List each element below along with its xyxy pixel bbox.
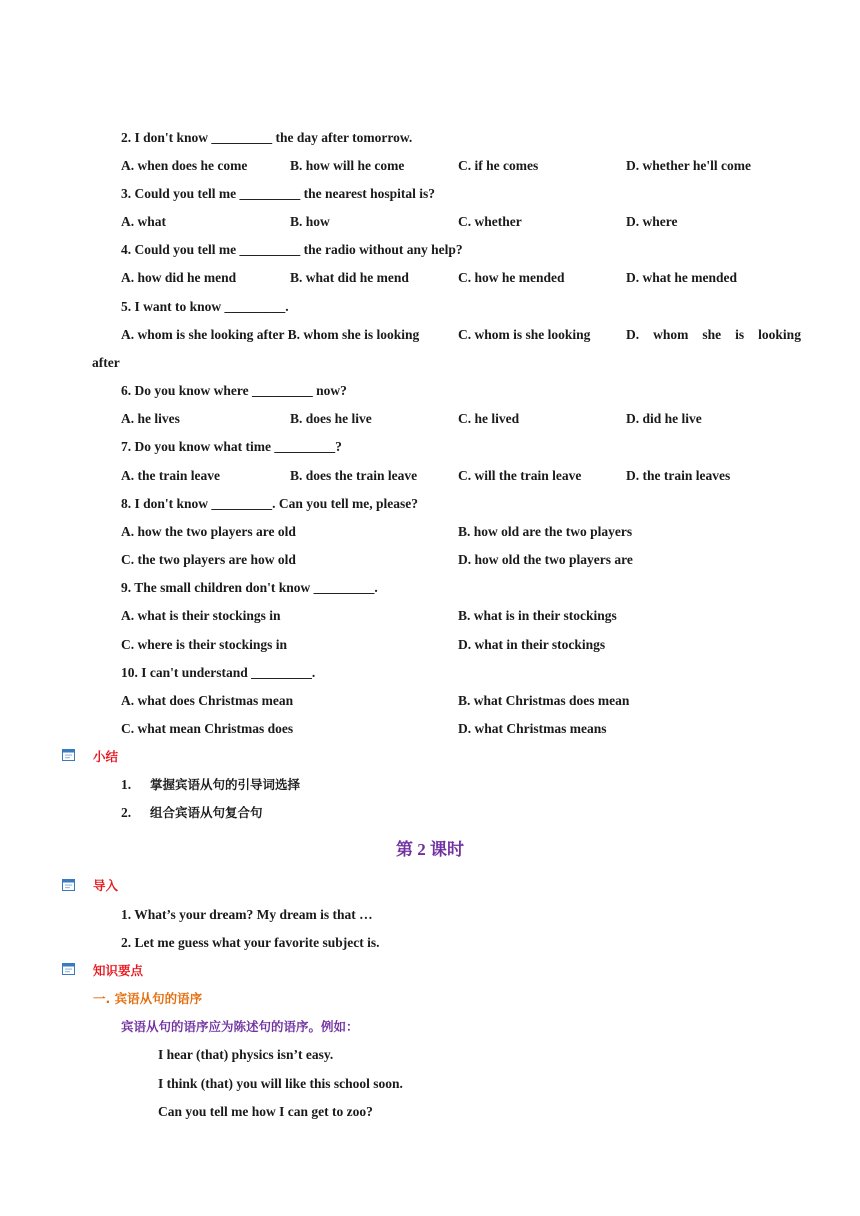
- q5-option-d: [626, 326, 801, 344]
- summary-heading: 小结: [93, 749, 119, 764]
- section-book-icon: [62, 749, 75, 761]
- q7-option-c: C. will the train leave: [458, 468, 582, 483]
- example-sentence-3: Can you tell me how I can get to zoo?: [158, 1104, 373, 1119]
- q8-option-b: B. how old are the two players: [458, 524, 633, 539]
- intro-heading: 导入: [93, 878, 119, 893]
- q5-option-ab: A. whom is she looking after B. whom she is looking: [121, 327, 420, 342]
- q9-option-c: C. where is their stockings in: [121, 637, 288, 652]
- q4-option-c: C. how he mended: [458, 270, 565, 285]
- q2-option-b: B. how will he come: [290, 158, 405, 173]
- question-8-stem: 8. I don't know _________. Can you tell me, please?: [121, 496, 419, 511]
- q6-option-d: D. did he live: [626, 411, 702, 426]
- q8-option-d: D. how old the two players are: [458, 552, 633, 567]
- q5-option-d-wrap: after: [92, 355, 120, 370]
- q6-option-c: C. he lived: [458, 411, 520, 426]
- q2-option-c: C. if he comes: [458, 158, 539, 173]
- knowledge-heading: 知识要点: [93, 963, 144, 978]
- q4-option-d: D. what he mended: [626, 270, 738, 285]
- q5-option-d-word: whom: [653, 327, 689, 342]
- q5-option-d-word: she: [702, 327, 722, 342]
- q7-option-b: B. does the train leave: [290, 468, 418, 483]
- q4-option-a: A. how did he mend: [121, 270, 237, 285]
- knowledge-subheading: 一. 宾语从句的语序: [93, 991, 203, 1006]
- summary-item-2-number: 2.: [121, 805, 132, 820]
- example-sentence-1: I hear (that) physics isn’t easy.: [158, 1047, 334, 1062]
- lesson-title: 第 2 课时: [396, 840, 464, 859]
- section-book-icon: [62, 963, 75, 975]
- section-book-icon: [62, 879, 75, 891]
- q3-option-a: A. what: [121, 214, 167, 229]
- q9-option-b: B. what is in their stockings: [458, 608, 617, 623]
- q5-option-d-word: is: [735, 327, 745, 342]
- summary-item-1-number: 1.: [121, 777, 132, 792]
- question-10-stem: 10. I can't understand _________.: [121, 665, 316, 680]
- example-sentence-2: I think (that) you will like this school soon.: [158, 1076, 403, 1091]
- intro-line-2: 2. Let me guess what your favorite subject is.: [121, 935, 380, 950]
- summary-item-1: 掌握宾语从句的引导词选择: [150, 777, 301, 792]
- q7-option-a: A. the train leave: [121, 468, 220, 483]
- q8-option-a: A. how the two players are old: [121, 524, 296, 539]
- q2-option-a: A. when does he come: [121, 158, 248, 173]
- question-2-stem: 2. I don't know _________ the day after tomorrow.: [121, 130, 413, 145]
- q6-option-b: B. does he live: [290, 411, 372, 426]
- q9-option-a: A. what is their stockings in: [121, 608, 281, 623]
- q5-option-d-word: D.: [626, 327, 640, 342]
- q9-option-d: D. what in their stockings: [458, 637, 606, 652]
- q10-option-a: A. what does Christmas mean: [121, 693, 294, 708]
- question-3-stem: 3. Could you tell me _________ the nearest hospital is?: [121, 186, 436, 201]
- q5-option-d-word: looking: [758, 327, 801, 342]
- q6-option-a: A. he lives: [121, 411, 180, 426]
- q10-option-d: D. what Christmas means: [458, 721, 607, 736]
- intro-line-1: 1. What’s your dream? My dream is that …: [121, 907, 373, 922]
- q8-option-c: C. the two players are how old: [121, 552, 296, 567]
- question-5-stem: 5. I want to know _________.: [121, 299, 289, 314]
- summary-item-2: 组合宾语从句复合句: [150, 805, 263, 820]
- q10-option-b: B. what Christmas does mean: [458, 693, 630, 708]
- knowledge-description: 宾语从句的语序应为陈述句的语序。例如：: [121, 1019, 359, 1034]
- q2-option-d: D. whether he'll come: [626, 158, 751, 173]
- q5-option-c: C. whom is she looking: [458, 327, 591, 342]
- question-7-stem: 7. Do you know what time _________?: [121, 439, 342, 454]
- q3-option-d: D. where: [626, 214, 678, 229]
- question-9-stem: 9. The small children don't know _________.: [121, 580, 378, 595]
- question-4-stem: 4. Could you tell me _________ the radio without any help?: [121, 242, 463, 257]
- q3-option-c: C. whether: [458, 214, 522, 229]
- q10-option-c: C. what mean Christmas does: [121, 721, 294, 736]
- q4-option-b: B. what did he mend: [290, 270, 409, 285]
- q3-option-b: B. how: [290, 214, 330, 229]
- question-6-stem: 6. Do you know where _________ now?: [121, 383, 347, 398]
- q7-option-d: D. the train leaves: [626, 468, 731, 483]
